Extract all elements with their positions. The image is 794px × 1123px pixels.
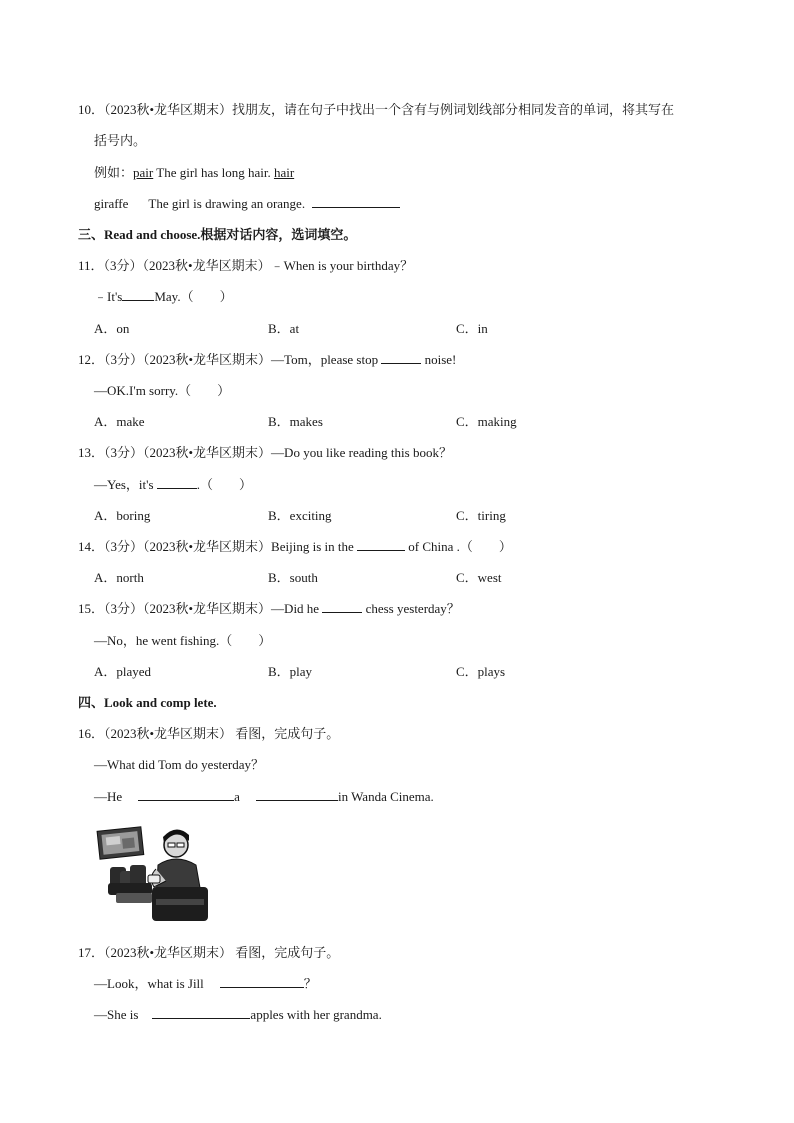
q11-line2-b: May.（ ） [154, 289, 233, 304]
q16-blank-1[interactable] [138, 788, 234, 801]
q13-option-a[interactable]: A．boring [94, 508, 151, 523]
q11-line2-a: ﹣It's [94, 289, 123, 304]
q17-line3-a: —She is [94, 1007, 139, 1022]
q10-example-answer: hair [273, 165, 295, 180]
q14-stem-b: of China .（ ） [408, 539, 512, 554]
q16-line2: —What did Tom do yesterday？ [94, 757, 264, 772]
q11-option-c[interactable]: C．in [456, 321, 488, 336]
q14-stem [78, 538, 512, 556]
q15-stem-a: 15．（3分）（2023秋•龙华区期末）—Did he [78, 601, 320, 616]
q13-line2-a: —Yes，it's [94, 477, 154, 492]
q13-option-c[interactable]: C．tiring [456, 508, 506, 523]
q11-option-b[interactable]: B．at [268, 321, 300, 336]
q15-option-b[interactable]: B．play [268, 664, 313, 679]
q10-answer-blank[interactable] [312, 195, 400, 208]
q15-blank[interactable] [322, 600, 362, 613]
q13-stem: 13．（3分）（2023秋•龙华区期末）—Do you like reading this book？ [78, 445, 452, 460]
q10-line2: 括号内。 [94, 133, 147, 148]
q14-option-c[interactable]: C．west [456, 570, 502, 585]
cinema-viewer-illustration-icon [96, 825, 210, 925]
q16-line3-b: a [234, 789, 240, 804]
q11-blank[interactable] [122, 288, 154, 301]
q12-option-b[interactable]: B．makes [268, 414, 323, 429]
q11-option-a[interactable]: A．on [94, 321, 130, 336]
section3-title: 三、Read and choose.根据对话内容，选词填空。 [78, 227, 357, 242]
q10-task [94, 195, 400, 213]
q11-stem: 11．（3分）（2023秋•龙华区期末）﹣When is your birthday？ [78, 258, 414, 273]
q15-stem-b: chess yesterday？ [365, 601, 460, 616]
q16-line3 [94, 788, 434, 806]
q10-example-label: 例如： [94, 165, 134, 180]
q15-stem [78, 600, 460, 618]
q17-line3 [94, 1006, 382, 1024]
q10-example-sentence: The girl has long hair. [153, 165, 274, 180]
q17-line3-b: apples with her grandma. [250, 1007, 382, 1022]
q14-blank[interactable] [357, 538, 405, 551]
q16-blank-2[interactable] [256, 788, 338, 801]
q14-option-b[interactable]: B．south [268, 570, 318, 585]
q14-option-a[interactable]: A．north [94, 570, 144, 585]
q12-option-a[interactable]: A．make [94, 414, 145, 429]
q16-line3-a: —He [94, 789, 123, 804]
q14-stem-a: 14．（3分）（2023秋•龙华区期末）Beijing is in the [78, 539, 354, 554]
q12-blank[interactable] [381, 351, 421, 364]
q17-blank-1[interactable] [220, 975, 304, 988]
q12-line2: —OK.I'm sorry.（ ） [94, 383, 231, 398]
q17-line2-b: ？ [303, 976, 317, 991]
q13-blank[interactable] [157, 476, 197, 489]
q13-line2 [94, 476, 252, 494]
q17-line2-a: —Look，what is Jill [94, 976, 204, 991]
q15-option-a[interactable]: A．played [94, 664, 152, 679]
q10-example [94, 164, 294, 182]
q15-line2: —No，he went fishing.（ ） [94, 633, 272, 648]
q11-line2 [94, 288, 233, 306]
q10-line1: 10．（2023秋•龙华区期末）找朋友，请在句子中找出一个含有与例词划线部分相同发音的单词，将其写在 [78, 102, 675, 117]
q10-example-word: pair [133, 165, 154, 180]
q13-option-b[interactable]: B．exciting [268, 508, 332, 523]
section4-title: 四、Look and comp lete. [78, 695, 217, 710]
q16-stem: 16．（2023秋•龙华区期末） 看图，完成句子。 [78, 726, 340, 741]
q13-line2-b: .（ ） [196, 477, 253, 492]
q17-stem: 17．（2023秋•龙华区期末） 看图，完成句子。 [78, 945, 340, 960]
q10-task-word: giraffe [94, 196, 129, 211]
q17-blank-2[interactable] [152, 1006, 250, 1019]
q12-stem-a: 12．（3分）（2023秋•龙华区期末）—Tom，please stop [78, 352, 379, 367]
q10-task-sentence: The girl is drawing an orange. [148, 196, 306, 211]
q12-option-c[interactable]: C．making [456, 414, 517, 429]
q16-line3-c: in Wanda Cinema. [337, 789, 434, 804]
q17-line2 [94, 975, 317, 993]
q15-option-c[interactable]: C．plays [456, 664, 506, 679]
q12-stem [78, 351, 456, 369]
q12-stem-b: noise! [424, 352, 457, 367]
